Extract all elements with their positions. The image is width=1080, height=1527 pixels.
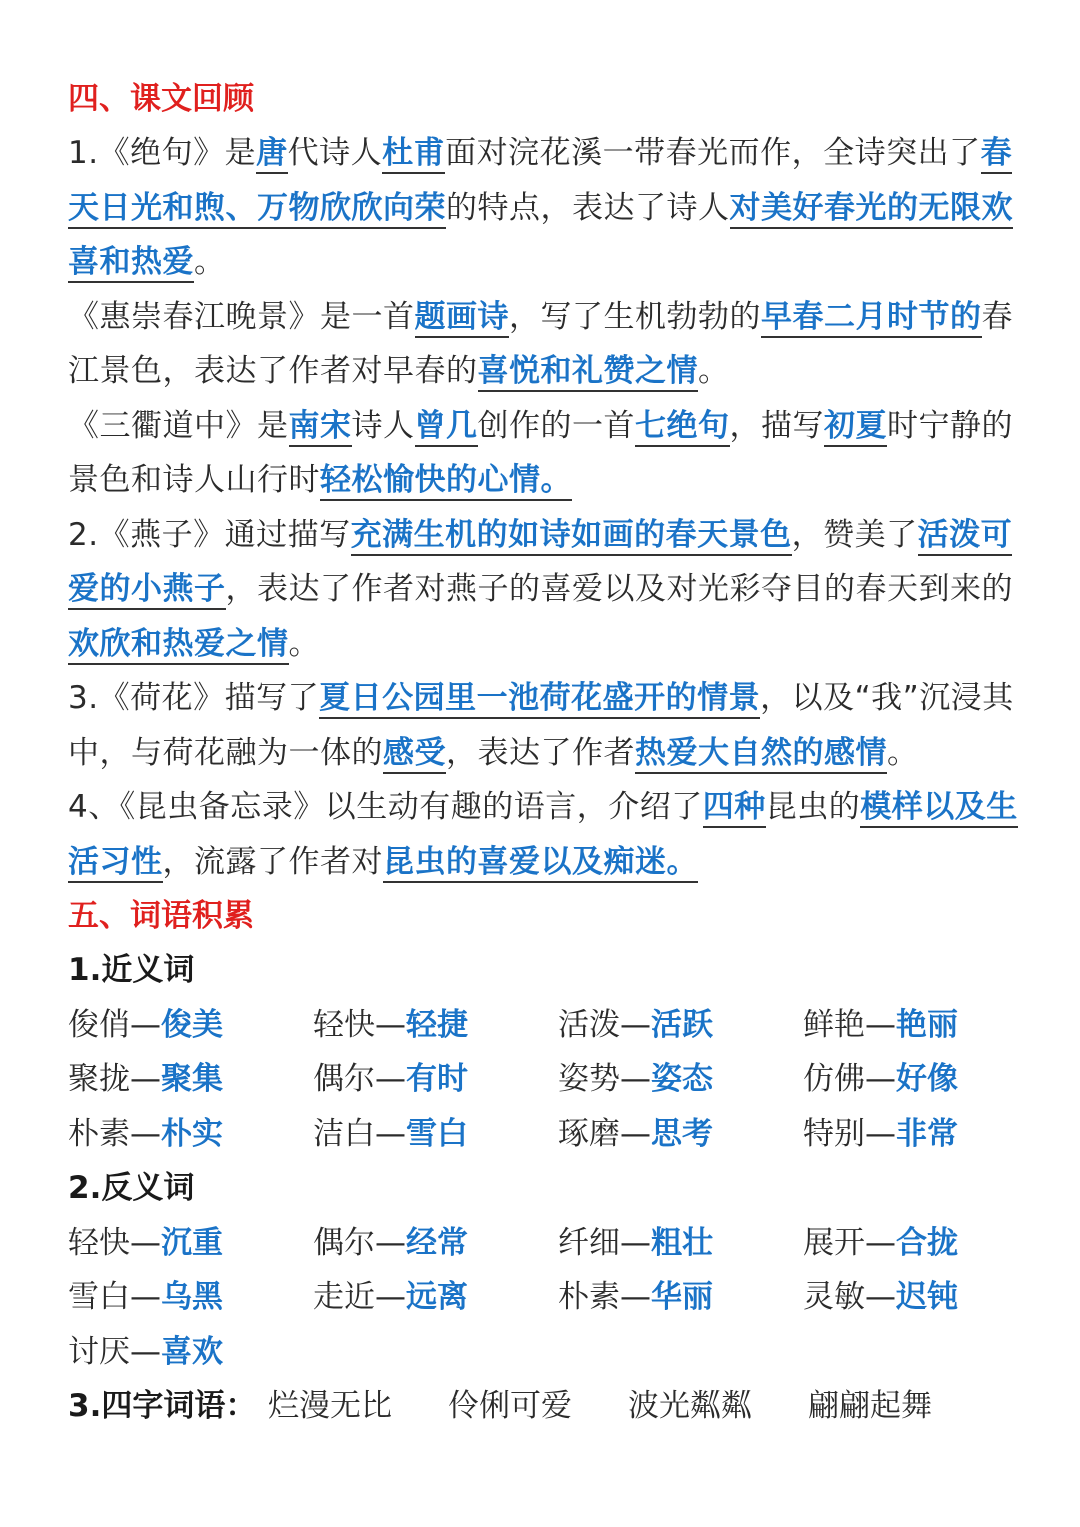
text-run: 昆虫的 <box>765 789 861 825</box>
word-pair <box>803 1270 1018 1325</box>
text-run: ，写了生机勃勃的 <box>509 298 761 335</box>
keyword: 模样以及生活习性 <box>68 789 1018 883</box>
word-pair <box>68 1052 313 1107</box>
review-paragraph <box>68 671 1018 780</box>
section-5-heading: 五、词语积累 <box>68 898 254 934</box>
word: 灵敏— <box>803 1279 896 1315</box>
text-run: 面对浣花溪一带春光而作，全诗突出了 <box>445 135 981 171</box>
keyword: 初夏 <box>824 408 887 447</box>
keyword: 对美好春光的无限欢喜和热爱 <box>68 190 1013 284</box>
word: 偶尔— <box>313 1224 406 1261</box>
word: 走近— <box>313 1279 406 1315</box>
antonyms-title: 2.反义词 <box>68 1170 195 1206</box>
word-pair <box>558 998 803 1053</box>
word-pair <box>558 1052 803 1107</box>
text-run: ，表达了作者对燕子的喜爱以及对光彩夺目的春天到来的 <box>225 571 1013 607</box>
word-pair <box>68 1107 313 1162</box>
word-pair <box>68 1325 313 1380</box>
keyword: 曾几 <box>415 408 478 447</box>
review-paragraph <box>68 290 1018 399</box>
word-pair <box>313 1270 558 1325</box>
keyword: 夏日公园里一池荷花盛开的情景 <box>319 680 760 719</box>
word-answer: 轻捷 <box>406 1006 468 1043</box>
word: 偶尔— <box>313 1061 406 1097</box>
word-pair <box>803 1107 1018 1162</box>
keyword: 四种 <box>703 789 766 828</box>
text-run: ，赞美了 <box>791 516 918 553</box>
review-paragraph <box>68 126 1018 290</box>
word: 纤细— <box>558 1224 651 1261</box>
word-answer: 好像 <box>896 1061 958 1097</box>
word-pair <box>68 998 313 1053</box>
word-answer: 姿态 <box>651 1061 713 1097</box>
word-answer: 乌黑 <box>161 1279 223 1315</box>
review-paragraph <box>68 780 1018 889</box>
text-run: 。 <box>194 244 226 280</box>
keyword: 昆虫的喜爱以及痴迷。 <box>383 844 698 883</box>
word: 轻快— <box>313 1006 406 1043</box>
text-run: 春江景色，表达了作者对早春的 <box>68 298 1013 389</box>
review-paragraph <box>68 508 1018 672</box>
idiom: 波光粼粼 <box>628 1388 752 1424</box>
text-run: 《三衢道中》是 <box>68 407 289 444</box>
text-run: 诗人 <box>351 407 415 444</box>
idiom: 烂漫无比 <box>268 1388 392 1424</box>
word: 特别— <box>803 1115 896 1152</box>
worksheet <box>68 72 1018 1434</box>
antonym-grid <box>68 1216 1018 1380</box>
text-run: 。 <box>887 734 919 771</box>
idioms-row <box>68 1379 1018 1434</box>
word-pair <box>313 998 558 1053</box>
text-run: 1.《绝句》是 <box>68 135 257 171</box>
word-pair <box>803 1216 1018 1271</box>
keyword: 充满生机的如诗如画的春天景色 <box>351 517 792 556</box>
word-answer: 迟钝 <box>896 1279 958 1315</box>
word-answer: 俊美 <box>161 1006 223 1043</box>
word: 讨厌— <box>68 1333 161 1370</box>
word: 活泼— <box>558 1006 651 1043</box>
word-answer: 艳丽 <box>896 1006 958 1043</box>
keyword: 感受 <box>383 735 446 774</box>
review-paragraph <box>68 399 1018 508</box>
keyword: 唐 <box>256 135 288 174</box>
word-pair <box>558 1216 803 1271</box>
text-run: 。 <box>288 625 320 662</box>
word-pair <box>68 1270 313 1325</box>
keyword: 喜悦和礼赞之情 <box>478 353 699 392</box>
text-run: 的特点，表达了诗人 <box>446 189 730 226</box>
keyword: 题画诗 <box>415 299 510 338</box>
word: 洁白— <box>313 1115 406 1152</box>
word-answer: 聚集 <box>161 1061 223 1097</box>
word-answer: 合拢 <box>896 1224 958 1261</box>
word-answer: 粗壮 <box>651 1224 713 1261</box>
word-pair <box>313 1052 558 1107</box>
word-answer: 沉重 <box>161 1224 223 1261</box>
word-answer: 经常 <box>406 1224 468 1261</box>
word-answer: 思考 <box>651 1115 713 1152</box>
word-answer: 华丽 <box>651 1279 713 1315</box>
text-run: 代诗人 <box>287 135 383 171</box>
text-run: 2.《燕子》通过描写 <box>68 516 351 553</box>
text-run: ，描写 <box>729 407 824 444</box>
word-answer: 非常 <box>896 1115 958 1152</box>
keyword: 轻松愉快的心情。 <box>320 462 572 501</box>
word: 朴素— <box>68 1115 161 1152</box>
word: 朴素— <box>558 1279 651 1315</box>
text-run: 4、《昆虫备忘录》以生动有趣的语言，介绍了 <box>68 789 703 825</box>
synonyms-title: 1.近义词 <box>68 952 195 988</box>
keyword: 杜甫 <box>382 135 445 174</box>
word-answer: 朴实 <box>161 1115 223 1152</box>
text-run: 。 <box>698 353 730 389</box>
word-pair <box>803 998 1018 1053</box>
word: 姿势— <box>558 1061 651 1097</box>
word-pair <box>558 1107 803 1162</box>
text-run: 创作的一首 <box>477 407 635 444</box>
section-4-heading: 四、课文回顾 <box>68 81 254 117</box>
keyword: 春天日光和煦、万物欣欣向荣 <box>68 135 1012 229</box>
idiom: 翩翩起舞 <box>808 1388 932 1424</box>
word-pair <box>558 1270 803 1325</box>
word-answer: 雪白 <box>406 1115 468 1152</box>
word: 雪白— <box>68 1279 161 1315</box>
idiom: 伶俐可爱 <box>448 1388 572 1424</box>
word-pair <box>803 1052 1018 1107</box>
text-run: ，流露了作者对 <box>162 843 383 880</box>
keyword: 欢欣和热爱之情 <box>68 626 289 665</box>
keyword: 南宋 <box>289 408 352 447</box>
word-answer: 喜欢 <box>161 1333 223 1370</box>
text-run: ，以及“我”沉浸其中，与荷花融为一体的 <box>68 680 1014 771</box>
text-run: 《惠崇春江晚景》是一首 <box>68 298 415 335</box>
word: 仿佛— <box>803 1061 896 1097</box>
word: 展开— <box>803 1224 896 1261</box>
text-run: 3.《荷花》描写了 <box>68 680 320 716</box>
word-answer: 活跃 <box>651 1006 713 1043</box>
word: 聚拢— <box>68 1061 161 1097</box>
synonym-grid <box>68 998 1018 1162</box>
keyword: 活泼可爱的小燕子 <box>68 517 1012 611</box>
keyword: 早春二月时节的 <box>761 299 982 338</box>
text-run: 时宁静的景色和诗人山行时 <box>68 407 1013 498</box>
text-review <box>68 126 1018 889</box>
text-run: ，表达了作者 <box>446 734 635 771</box>
word: 俊俏— <box>68 1006 161 1043</box>
keyword: 热爱大自然的感情 <box>635 735 887 774</box>
word-pair <box>68 1216 313 1271</box>
word-answer: 远离 <box>406 1279 468 1315</box>
keyword: 七绝句 <box>635 408 730 447</box>
word: 鲜艳— <box>803 1006 896 1043</box>
word: 琢磨— <box>558 1115 651 1152</box>
word-pair <box>313 1216 558 1271</box>
idioms-label: 3.四字词语： <box>68 1388 257 1424</box>
word: 轻快— <box>68 1224 161 1261</box>
word-pair <box>313 1107 558 1162</box>
word-answer: 有时 <box>406 1061 468 1097</box>
